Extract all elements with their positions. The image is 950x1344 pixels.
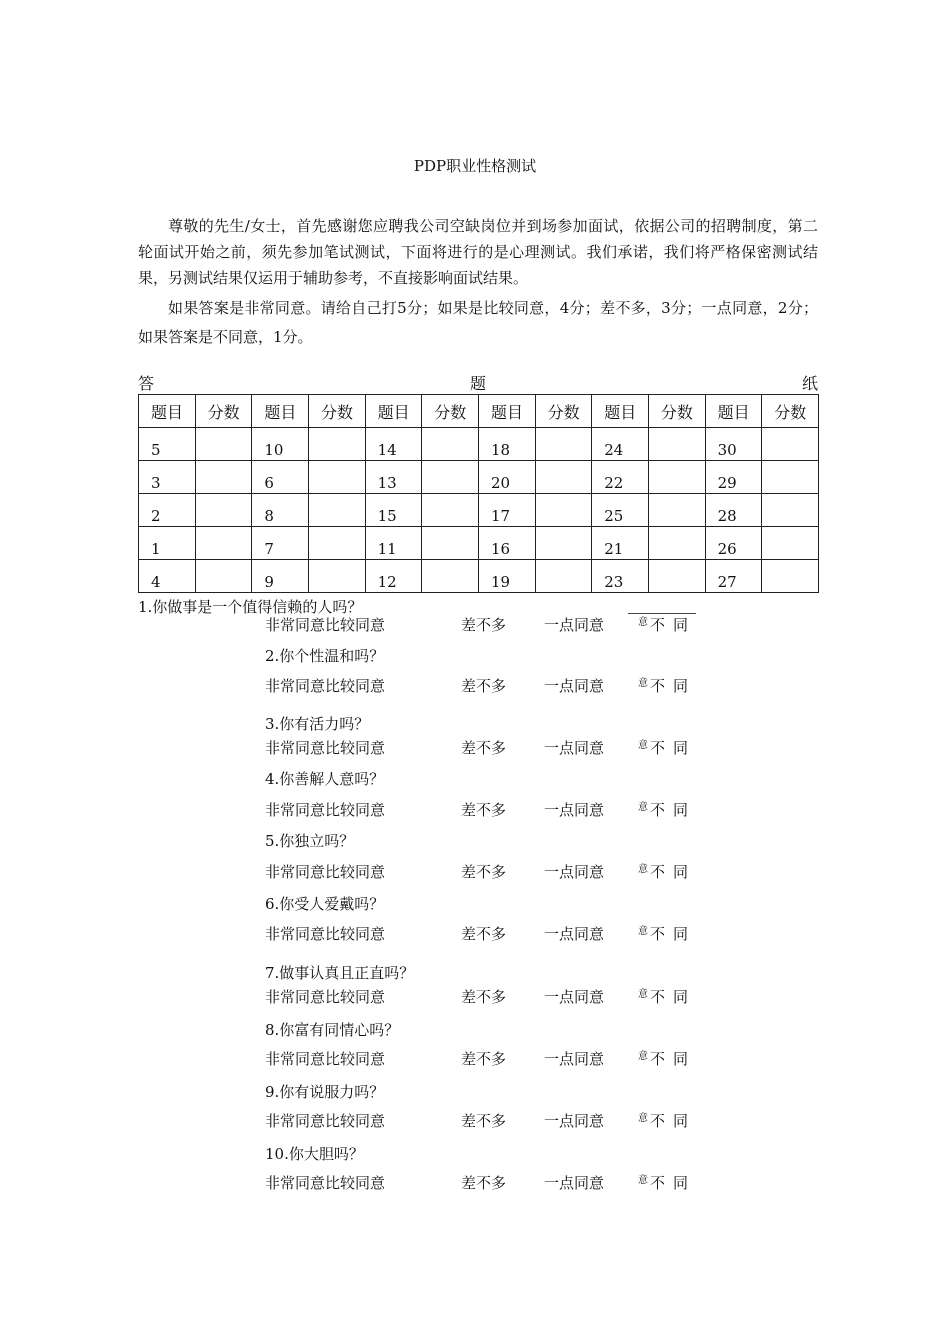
question-number-cell: 3 xyxy=(139,461,196,494)
score-cell[interactable] xyxy=(308,527,365,560)
option-neutral[interactable]: 差不多 xyxy=(461,988,507,1006)
question-4: 4.你善解人意吗？ xyxy=(265,770,385,788)
question-10: 10.你大胆吗？ xyxy=(265,1145,364,1163)
option-slightly-agree[interactable]: 一点同意 xyxy=(544,677,605,695)
question-number-cell: 5 xyxy=(139,428,196,461)
option-strongly-somewhat-agree[interactable]: 非常同意比较同意 xyxy=(265,988,386,1006)
answer-sheet-heading-char: 题 xyxy=(470,374,487,393)
document-title: PDP职业性格测试 xyxy=(413,157,537,175)
option-neutral[interactable]: 差不多 xyxy=(461,1174,507,1192)
answer-sheet-table xyxy=(138,394,819,593)
option-neutral[interactable]: 差不多 xyxy=(461,801,507,819)
answer-options-row xyxy=(0,1110,950,1134)
option-disagree-tail: 意 xyxy=(638,989,648,1000)
option-disagree-tail: 意 xyxy=(638,1175,648,1186)
option-disagree[interactable]: 不同 xyxy=(650,1112,697,1130)
option-strongly-somewhat-agree[interactable]: 非常同意比较同意 xyxy=(265,677,386,695)
header-question: 题目 xyxy=(592,395,649,428)
option-neutral[interactable]: 差不多 xyxy=(461,925,507,943)
score-cell[interactable] xyxy=(195,527,252,560)
answer-sheet-heading-char: 纸 xyxy=(801,374,818,393)
question-number-cell: 12 xyxy=(365,560,422,593)
question-number-cell: 1 xyxy=(139,527,196,560)
option-neutral[interactable]: 差不多 xyxy=(461,616,507,634)
question-number-cell: 8 xyxy=(252,494,309,527)
option-disagree[interactable]: 不同 xyxy=(650,988,697,1006)
option-disagree-tail: 意 xyxy=(638,864,648,875)
question-number-cell: 2 xyxy=(139,494,196,527)
option-disagree-tail: 意 xyxy=(638,802,648,813)
scoring-instructions: 如果答案是非常同意。请给自己打5分；如果是比较同意，4分；差不多，3分；一点同意，2分；如果答案是不同意，1分。 xyxy=(138,299,818,346)
answer-options-row xyxy=(0,737,950,761)
option-strongly-somewhat-agree[interactable]: 非常同意比较同意 xyxy=(265,863,386,881)
option-disagree-tail: 意 xyxy=(638,1051,648,1062)
score-cell[interactable] xyxy=(762,527,819,560)
score-cell[interactable] xyxy=(648,428,705,461)
answer-options-row xyxy=(0,986,950,1010)
score-cell[interactable] xyxy=(308,560,365,593)
score-cell[interactable] xyxy=(648,527,705,560)
option-strongly-somewhat-agree[interactable]: 非常同意比较同意 xyxy=(265,1050,386,1068)
answer-sheet-heading-char: 答 xyxy=(138,374,155,393)
score-cell[interactable] xyxy=(308,428,365,461)
option-disagree-tail: 意 xyxy=(638,740,648,751)
option-strongly-somewhat-agree[interactable]: 非常同意比较同意 xyxy=(265,1112,386,1130)
answer-options-row xyxy=(0,861,950,885)
question-number-cell: 23 xyxy=(592,560,649,593)
header-question: 题目 xyxy=(705,395,762,428)
answer-options-row xyxy=(0,1172,950,1196)
score-cell[interactable] xyxy=(762,560,819,593)
question-number-cell: 13 xyxy=(365,461,422,494)
option-disagree[interactable]: 不同 xyxy=(650,801,697,819)
score-cell[interactable] xyxy=(535,428,592,461)
option-disagree-tail: 意 xyxy=(638,617,648,628)
score-cell[interactable] xyxy=(195,461,252,494)
option-slightly-agree[interactable]: 一点同意 xyxy=(544,863,605,881)
option-slightly-agree[interactable]: 一点同意 xyxy=(544,988,605,1006)
question-number-cell: 29 xyxy=(705,461,762,494)
question-number-cell: 6 xyxy=(252,461,309,494)
header-score: 分数 xyxy=(535,395,592,428)
question-number-cell: 11 xyxy=(365,527,422,560)
option-neutral[interactable]: 差不多 xyxy=(461,863,507,881)
score-cell[interactable] xyxy=(308,494,365,527)
question-number-cell: 19 xyxy=(478,560,535,593)
question-number-cell: 17 xyxy=(478,494,535,527)
option-strongly-somewhat-agree[interactable]: 非常同意比较同意 xyxy=(265,739,386,757)
option-slightly-agree[interactable]: 一点同意 xyxy=(544,1112,605,1130)
option-strongly-somewhat-agree[interactable]: 非常同意比较同意 xyxy=(265,925,386,943)
score-cell[interactable] xyxy=(535,560,592,593)
question-number-cell: 10 xyxy=(252,428,309,461)
question-9: 9.你有说服力吗？ xyxy=(265,1083,385,1101)
option-neutral[interactable]: 差不多 xyxy=(461,739,507,757)
question-number-cell: 4 xyxy=(139,560,196,593)
question-5: 5.你独立吗？ xyxy=(265,832,355,850)
answer-sheet-row xyxy=(139,428,819,461)
question-number-cell: 15 xyxy=(365,494,422,527)
header-score: 分数 xyxy=(762,395,819,428)
header-score: 分数 xyxy=(422,395,479,428)
option-disagree-tail: 意 xyxy=(638,678,648,689)
question-number-cell: 7 xyxy=(252,527,309,560)
answer-sheet-row xyxy=(139,461,819,494)
answer-options-row xyxy=(0,799,950,823)
score-cell[interactable] xyxy=(422,560,479,593)
answer-sheet-row xyxy=(139,560,819,593)
score-cell[interactable] xyxy=(648,461,705,494)
option-disagree-tail: 意 xyxy=(638,1113,648,1124)
score-cell[interactable] xyxy=(195,494,252,527)
intro-paragraph: 尊敬的先生/女士，首先感谢您应聘我公司空缺岗位并到场参加面试，依据公司的招聘制度，第二轮面试开始之前，须先参加笔试测试，下面将进行的是心理测试。我们承诺，我们将严格保密测试结果，另测试结果仅运用于辅助参考，不直接影响面试结果。 xyxy=(138,217,818,287)
option-disagree-tail: 意 xyxy=(638,926,648,937)
score-cell[interactable] xyxy=(422,461,479,494)
question-number-cell: 30 xyxy=(705,428,762,461)
score-cell[interactable] xyxy=(308,461,365,494)
option-strongly-somewhat-agree[interactable]: 非常同意比较同意 xyxy=(265,801,386,819)
header-question: 题目 xyxy=(139,395,196,428)
question-number-cell: 9 xyxy=(252,560,309,593)
score-cell[interactable] xyxy=(535,527,592,560)
question-number-cell: 18 xyxy=(478,428,535,461)
question-number-cell: 26 xyxy=(705,527,762,560)
question-3: 3.你有活力吗？ xyxy=(265,715,370,733)
header-question: 题目 xyxy=(478,395,535,428)
answer-sheet-row xyxy=(139,527,819,560)
question-number-cell: 27 xyxy=(705,560,762,593)
option-slightly-agree[interactable]: 一点同意 xyxy=(544,616,605,634)
score-cell[interactable] xyxy=(648,494,705,527)
score-cell[interactable] xyxy=(195,560,252,593)
score-cell[interactable] xyxy=(762,494,819,527)
option-slightly-agree[interactable]: 一点同意 xyxy=(544,739,605,757)
question-6: 6.你受人爱戴吗？ xyxy=(265,895,385,913)
answer-sheet-header-row xyxy=(139,395,819,428)
option-slightly-agree[interactable]: 一点同意 xyxy=(544,1174,605,1192)
header-question: 题目 xyxy=(365,395,422,428)
option-strongly-somewhat-agree[interactable]: 非常同意比较同意 xyxy=(265,1174,386,1192)
header-score: 分数 xyxy=(195,395,252,428)
answer-options-row xyxy=(0,675,950,699)
option-disagree[interactable]: 不同 xyxy=(650,739,697,757)
option-disagree[interactable]: 不同 xyxy=(650,1050,697,1068)
option-slightly-agree[interactable]: 一点同意 xyxy=(544,1050,605,1068)
score-cell[interactable] xyxy=(195,428,252,461)
question-number-cell: 21 xyxy=(592,527,649,560)
question-7: 7.做事认真且正直吗？ xyxy=(265,964,415,982)
header-question: 题目 xyxy=(252,395,309,428)
option-strongly-somewhat-agree[interactable]: 非常同意比较同意 xyxy=(265,616,386,634)
question-number-cell: 22 xyxy=(592,461,649,494)
answer-sheet-row xyxy=(139,494,819,527)
question-number-cell: 20 xyxy=(478,461,535,494)
answer-options-row xyxy=(0,923,950,947)
header-score: 分数 xyxy=(648,395,705,428)
option-disagree[interactable]: 不同 xyxy=(650,925,697,943)
score-cell[interactable] xyxy=(535,494,592,527)
option-neutral[interactable]: 差不多 xyxy=(461,677,507,695)
score-cell[interactable] xyxy=(648,560,705,593)
answer-sheet-heading xyxy=(138,371,818,393)
option-neutral[interactable]: 差不多 xyxy=(461,1050,507,1068)
option-disagree[interactable]: 不同 xyxy=(650,863,697,881)
option-disagree[interactable]: 不同 xyxy=(650,616,697,634)
score-cell[interactable] xyxy=(762,461,819,494)
question-number-cell: 25 xyxy=(592,494,649,527)
question-1: 1.你做事是一个值得信赖的人吗？ xyxy=(138,598,363,616)
score-cell[interactable] xyxy=(422,428,479,461)
question-number-cell: 28 xyxy=(705,494,762,527)
score-cell[interactable] xyxy=(422,527,479,560)
option-disagree[interactable]: 不同 xyxy=(650,677,697,695)
score-cell[interactable] xyxy=(422,494,479,527)
answer-options-row xyxy=(0,1048,950,1072)
answer-options-row xyxy=(0,614,950,638)
option-slightly-agree[interactable]: 一点同意 xyxy=(544,925,605,943)
question-2: 2.你个性温和吗？ xyxy=(265,647,385,665)
question-number-cell: 24 xyxy=(592,428,649,461)
header-score: 分数 xyxy=(308,395,365,428)
score-cell[interactable] xyxy=(535,461,592,494)
option-neutral[interactable]: 差不多 xyxy=(461,1112,507,1130)
question-8: 8.你富有同情心吗？ xyxy=(265,1021,400,1039)
score-cell[interactable] xyxy=(762,428,819,461)
question-number-cell: 14 xyxy=(365,428,422,461)
question-number-cell: 16 xyxy=(478,527,535,560)
option-disagree[interactable]: 不同 xyxy=(650,1174,697,1192)
option-slightly-agree[interactable]: 一点同意 xyxy=(544,801,605,819)
